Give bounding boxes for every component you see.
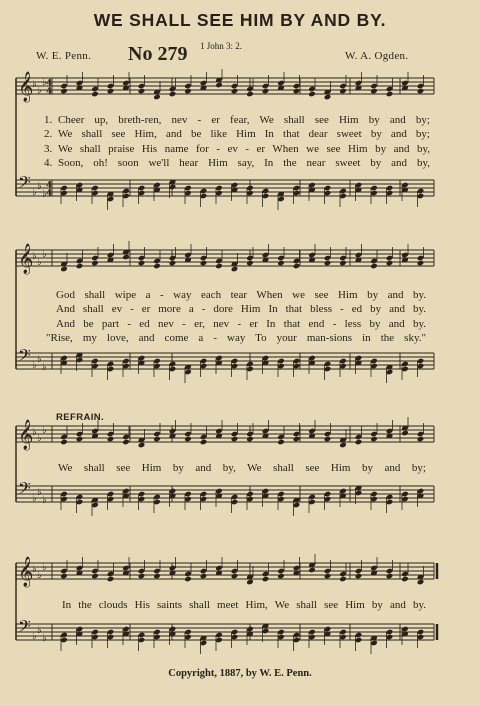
note-head	[215, 82, 223, 89]
note-head	[339, 442, 347, 449]
note-head	[138, 88, 146, 95]
note-head	[324, 94, 332, 101]
note-head	[231, 436, 239, 443]
time-signature: 4	[46, 189, 53, 199]
note-head	[107, 576, 115, 583]
flat-sign: ♭	[42, 495, 47, 506]
note-head	[308, 567, 316, 574]
note-head	[355, 439, 363, 446]
verse-number: 2.	[44, 128, 53, 140]
flat-sign: ♭	[32, 427, 37, 438]
note-head	[107, 88, 115, 95]
flat-sign: ♭	[37, 257, 42, 268]
flat-sign: ♭	[37, 625, 42, 636]
flat-sign: ♭	[32, 493, 37, 504]
scripture-reference: 1 John 3: 2.	[200, 41, 243, 51]
note-head	[293, 88, 301, 95]
flat-sign: ♭	[37, 85, 42, 96]
note-head	[355, 573, 363, 580]
note-head	[339, 576, 347, 583]
flat-sign: ♭	[37, 433, 42, 444]
hymn-title: WE SHALL SEE HIM BY AND BY.	[93, 10, 387, 30]
note-head	[76, 263, 84, 270]
verse-text: We shall see Him, and be like Him In that dear sweet by and by;	[58, 128, 430, 140]
note-head	[122, 439, 130, 446]
lyric-line: And be part - ed nev - er, nev - er In that end - less by and by.	[56, 318, 426, 330]
flat-sign: ♭	[37, 570, 42, 581]
note-head	[184, 576, 192, 583]
note-head	[386, 91, 394, 98]
hymn-number: No 279	[128, 43, 188, 65]
bass-clef: 𝄢	[18, 616, 31, 640]
note-head	[246, 579, 254, 586]
note-head	[246, 436, 254, 443]
flat-sign: ♭	[42, 249, 47, 260]
note-head	[417, 579, 425, 586]
flat-sign: ♭	[32, 251, 37, 262]
time-signature: 4	[46, 79, 53, 89]
lyric-line: And shall ev - er more a - dore Him In that bless - ed by and by.	[56, 303, 426, 315]
flat-sign: ♭	[32, 187, 37, 198]
note-head	[200, 260, 208, 267]
note-head	[231, 266, 239, 273]
note-head	[324, 436, 332, 443]
note-head	[200, 439, 208, 446]
note-head	[215, 263, 223, 270]
note-head	[138, 260, 146, 267]
note-head	[60, 439, 68, 446]
note-head	[324, 573, 332, 580]
note-head	[122, 254, 130, 261]
composer-credit: W. E. Penn.	[36, 50, 92, 62]
note-head	[91, 91, 99, 98]
treble-clef: 𝄞	[18, 557, 34, 587]
note-head	[153, 436, 161, 443]
note-head	[417, 436, 425, 443]
verse-number: 3.	[44, 143, 53, 155]
flat-sign: ♭	[37, 354, 42, 365]
bass-clef: 𝄢	[18, 478, 31, 502]
flat-sign: ♭	[42, 633, 47, 644]
copyright-notice: Copyright, 1887, by W. E. Penn.	[168, 668, 312, 679]
note-head	[169, 260, 177, 267]
lyric-line: In the clouds His saints shall meet Him, We shall see Him by and by.	[62, 599, 426, 611]
note-head	[277, 260, 285, 267]
note-head	[324, 260, 332, 267]
note-head	[200, 573, 208, 580]
note-head	[370, 436, 378, 443]
flat-sign: ♭	[32, 360, 37, 371]
flat-sign: ♭	[42, 362, 47, 373]
note-head	[262, 576, 270, 583]
note-head	[153, 573, 161, 580]
note-head	[231, 573, 239, 580]
note-head	[277, 439, 285, 446]
note-head	[386, 260, 394, 267]
flat-sign: ♭	[37, 487, 42, 498]
note-head	[277, 573, 285, 580]
note-head	[153, 263, 161, 270]
flat-sign: ♭	[32, 564, 37, 575]
note-head	[91, 260, 99, 267]
verse-text: We shall praise His name for - ev - er When we see Him by and by,	[58, 143, 430, 155]
note-head	[401, 430, 409, 437]
treble-clef: 𝄞	[18, 72, 34, 102]
note-head	[184, 436, 192, 443]
note-head	[231, 88, 239, 95]
note-head	[262, 88, 270, 95]
note-head	[339, 260, 347, 267]
note-head	[386, 573, 394, 580]
note-head	[293, 263, 301, 270]
flat-sign: ♭	[42, 189, 47, 200]
note-head	[401, 576, 409, 583]
verse-text: Cheer up, breth-ren, nev - er fear, We shall see Him by and by;	[58, 114, 430, 126]
lyric-line: God shall wipe a - way each tear When we see Him by and by.	[56, 289, 426, 301]
note-head	[308, 91, 316, 98]
note-head	[339, 88, 347, 95]
note-head	[370, 88, 378, 95]
note-head	[417, 88, 425, 95]
note-head	[138, 442, 146, 449]
note-head	[293, 436, 301, 443]
lyric-line: "Rise, my love, and come a - way To your man-sions in the sky."	[46, 332, 426, 344]
note-head	[153, 94, 161, 101]
note-head	[370, 263, 378, 270]
note-head	[60, 266, 68, 273]
verse-number: 4.	[44, 157, 53, 169]
note-head	[60, 88, 68, 95]
time-signature: 4	[46, 87, 53, 97]
note-head	[169, 91, 177, 98]
treble-clef: 𝄞	[18, 244, 34, 274]
note-head	[91, 573, 99, 580]
verse-text: Soon, oh! soon we'll hear Him say, In the near sweet by and by,	[58, 157, 430, 169]
lyric-line: We shall see Him by and by, We shall see Him by and by;	[58, 462, 426, 474]
flat-sign: ♭	[32, 631, 37, 642]
flat-sign: ♭	[42, 425, 47, 436]
note-head	[184, 88, 192, 95]
treble-clef: 𝄞	[18, 420, 34, 450]
flat-sign: ♭	[37, 181, 42, 192]
flat-sign: ♭	[32, 79, 37, 90]
arranger-credit: W. A. Ogden.	[345, 50, 409, 62]
note-head	[138, 573, 146, 580]
flat-sign: ♭	[42, 77, 47, 88]
note-head	[246, 260, 254, 267]
note-head	[417, 260, 425, 267]
note-head	[60, 573, 68, 580]
time-signature: 4	[46, 181, 53, 191]
verse-number: 1.	[44, 114, 53, 126]
note-head	[246, 91, 254, 98]
bass-clef: 𝄢	[18, 345, 31, 369]
flat-sign: ♭	[42, 562, 47, 573]
refrain-label: REFRAIN.	[56, 412, 105, 423]
note-head	[107, 436, 115, 443]
bass-clef: 𝄢	[18, 172, 31, 196]
note-head	[76, 436, 84, 443]
